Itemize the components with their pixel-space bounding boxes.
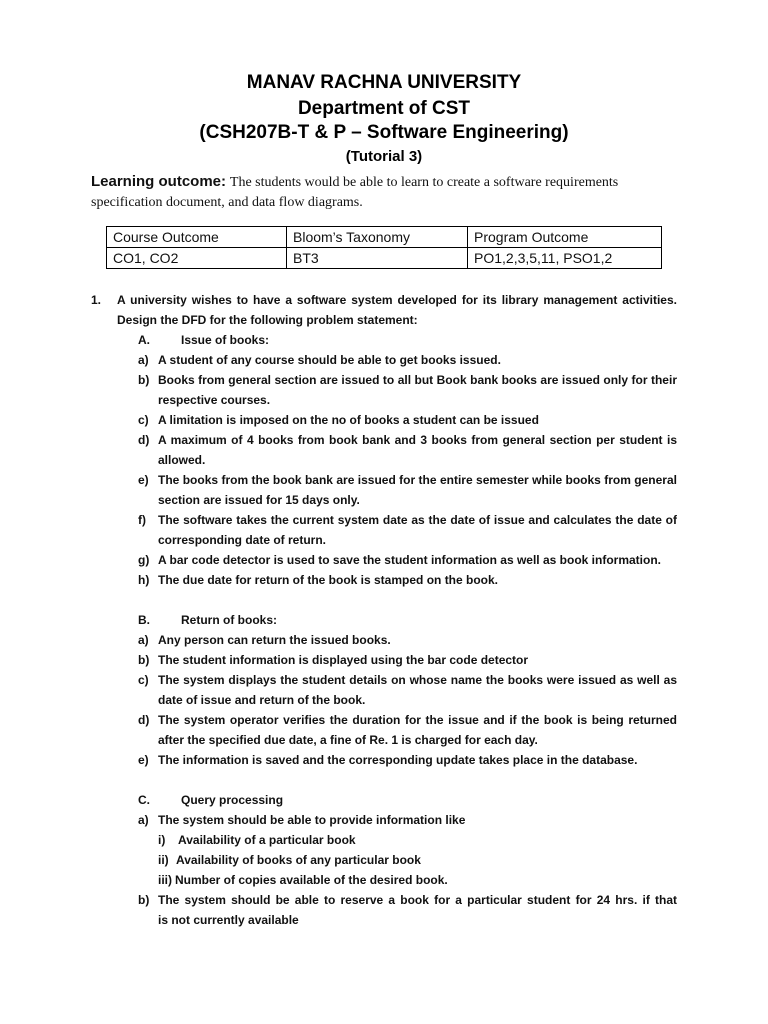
- list-marker: a): [138, 633, 149, 647]
- list-item: The system should be able to provide information like: [158, 813, 466, 827]
- section-title: Query processing: [181, 793, 284, 807]
- section-title: Return of books:: [181, 613, 277, 627]
- list-marker: f): [138, 513, 146, 527]
- list-item: The student information is displayed using the bar code detector: [158, 653, 529, 667]
- list-item: The system should be able to reserve a book for a particular student for 24 hrs. if that: [158, 893, 677, 907]
- list-marker: a): [138, 813, 149, 827]
- sub-list-item: Availability of books of any particular book: [176, 853, 421, 867]
- list-item: is not currently available: [158, 913, 299, 927]
- list-item: The books from the book bank are issued for the entire semester while books from general: [158, 473, 677, 487]
- list-item: The software takes the current system date as the date of issue and calculates the date of: [158, 513, 677, 527]
- list-item: A limitation is imposed on the no of books a student can be issued: [158, 413, 539, 427]
- question-text: Design the DFD for the following problem statement:: [117, 313, 418, 327]
- sub-list-marker: ii): [158, 853, 169, 867]
- table-cell: BT3: [287, 248, 468, 269]
- question-number: 1.: [91, 293, 102, 307]
- list-item: after the specified due date, a fine of Re. 1 is charged for each day.: [158, 733, 538, 747]
- list-item: Any person can return the issued books.: [158, 633, 391, 647]
- list-marker: b): [138, 373, 150, 387]
- list-marker: b): [138, 653, 150, 667]
- sub-list-item: Number of copies available of the desired book.: [175, 873, 448, 887]
- table-cell: PO1,2,3,5,11, PSO1,2: [468, 248, 662, 269]
- list-marker: c): [138, 673, 149, 687]
- table-cell: CO1, CO2: [107, 248, 287, 269]
- section-label: A.: [138, 333, 150, 347]
- section-label: C.: [138, 793, 150, 807]
- question-text: A university wishes to have a software system developed for its library management activities.: [117, 293, 677, 307]
- table-row: [107, 248, 662, 269]
- course-title: (CSH207B-T & P – Software Engineering): [199, 122, 569, 143]
- learning-outcome-label: Learning outcome:: [91, 173, 227, 190]
- list-marker: h): [138, 573, 150, 587]
- table-header-cell: Program Outcome: [468, 227, 662, 248]
- section-label: B.: [138, 613, 150, 627]
- section-title: Issue of books:: [181, 333, 270, 347]
- list-marker: e): [138, 753, 149, 767]
- table-header-cell: Bloom’s Taxonomy: [287, 227, 468, 248]
- table-header-cell: Course Outcome: [107, 227, 287, 248]
- list-item: The information is saved and the corresponding update takes place in the database.: [158, 753, 638, 767]
- tutorial-title: (Tutorial 3): [345, 148, 423, 165]
- list-item: Books from general section are issued to all but Book bank books are issued only for their: [158, 373, 677, 387]
- learning-outcome-text: The students would be able to learn to create a software requirements specification document, and data flow diagrams.: [91, 175, 619, 210]
- list-item: The system displays the student details on whose name the books were issued as well as: [158, 673, 677, 687]
- outcomes-table: [106, 226, 662, 269]
- list-item: section are issued for 15 days only.: [158, 493, 360, 507]
- list-item: corresponding date of return.: [158, 533, 327, 547]
- list-item: The due date for return of the book is stamped on the book.: [158, 573, 499, 587]
- learning-outcome: [91, 172, 681, 212]
- university-title: MANAV RACHNA UNIVERSITY: [246, 72, 522, 93]
- list-marker: e): [138, 473, 149, 487]
- list-item: respective courses.: [158, 393, 271, 407]
- list-item: The system operator verifies the duration for the issue and if the book is being returned: [158, 713, 677, 727]
- list-item: A bar code detector is used to save the student information as well as book information.: [158, 553, 661, 567]
- list-marker: c): [138, 413, 149, 427]
- list-item: date of issue and return of the book.: [158, 693, 366, 707]
- list-marker: a): [138, 353, 149, 367]
- list-item: A student of any course should be able to get books issued.: [158, 353, 501, 367]
- sub-list-marker: i): [158, 833, 166, 847]
- list-item: A maximum of 4 books from book bank and 3 books from general section per student is: [158, 433, 677, 447]
- list-marker: b): [138, 893, 150, 907]
- department-title: Department of CST: [297, 98, 471, 119]
- sub-list-item: Availability of a particular book: [178, 833, 356, 847]
- list-marker: d): [138, 713, 150, 727]
- list-marker: g): [138, 553, 150, 567]
- list-marker: d): [138, 433, 150, 447]
- sub-list-marker: iii): [158, 873, 172, 887]
- list-item: allowed.: [158, 453, 206, 467]
- table-header-row: [107, 227, 662, 248]
